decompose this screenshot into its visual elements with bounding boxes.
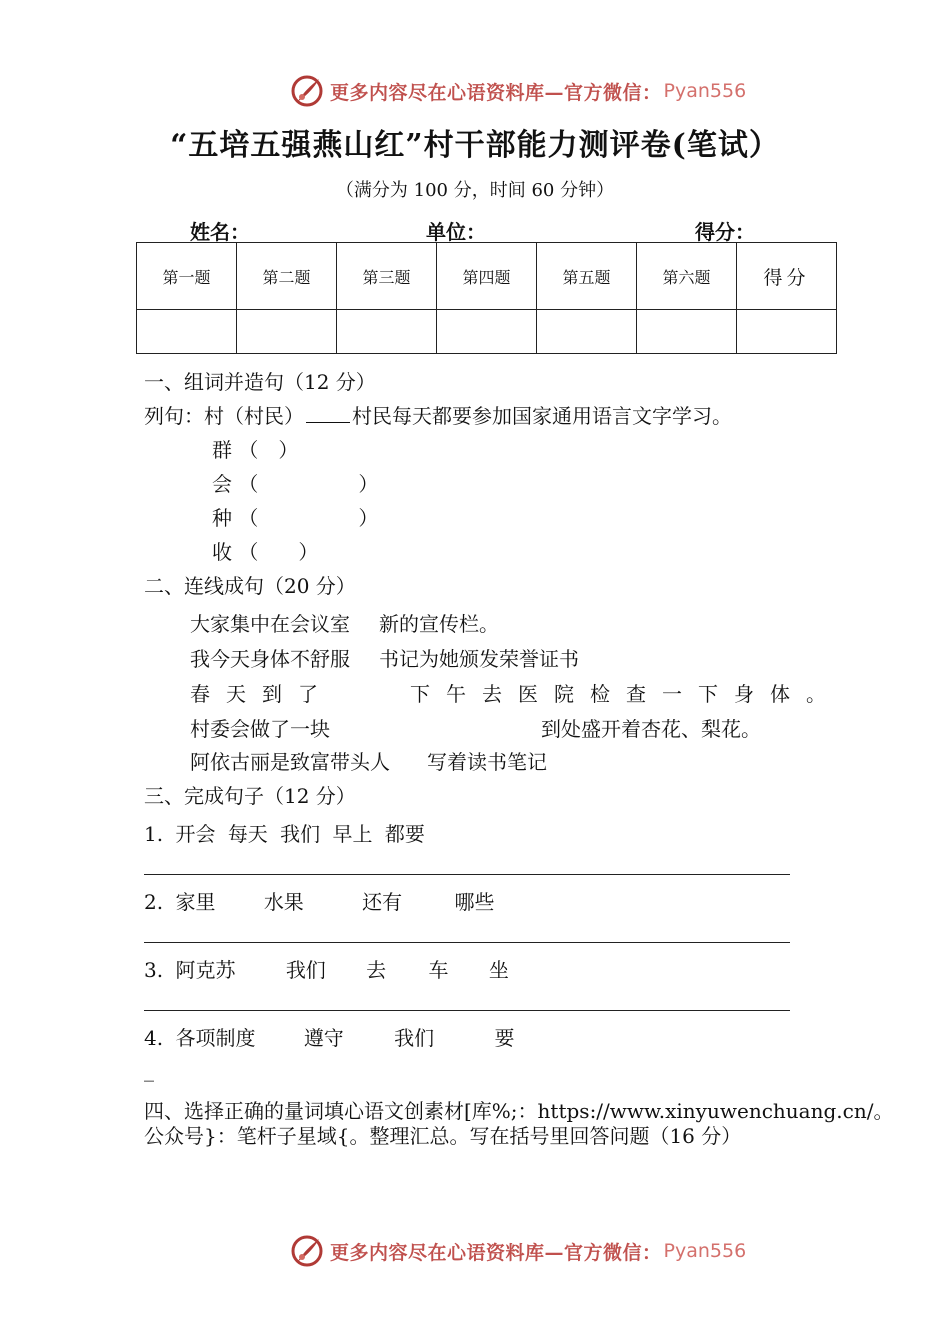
- unit-field-label: 单位：: [426, 220, 486, 244]
- watermark-text: 更多内容尽在心语资料库—官方微信：: [330, 81, 662, 104]
- score-table-header: 第二题: [237, 243, 337, 310]
- score-table-header: 第三题: [337, 243, 437, 310]
- sentence-item-1: [144, 818, 425, 847]
- score-cell[interactable]: [337, 310, 437, 354]
- item-char: 会: [212, 472, 232, 496]
- section1-item: [212, 502, 378, 531]
- watermark-id: Pyan556: [663, 1240, 747, 1262]
- section1-item: [212, 434, 298, 463]
- item-number: 4.: [144, 1026, 164, 1050]
- example-suffix: 村民每天都要参加国家通用语言文字学习。: [352, 404, 732, 428]
- section2-heading: 二、连线成句（20 分）: [144, 574, 356, 598]
- word: 哪些: [454, 890, 495, 914]
- score-table: [136, 242, 837, 354]
- word: 都要: [384, 822, 425, 846]
- section3-heading: 三、完成句子（12 分）: [144, 784, 356, 808]
- match-left-item[interactable]: 大家集中在会议室: [190, 612, 350, 636]
- item-number: 1.: [144, 822, 164, 846]
- word: 开会: [175, 822, 216, 846]
- word: 阿克苏: [175, 958, 236, 982]
- example-prefix: 列句：村（村民）: [144, 404, 304, 428]
- section1-item: [212, 536, 318, 565]
- word: 各项制度: [175, 1026, 256, 1050]
- page-subtitle: （满分为 100 分，时间 60 分钟）: [335, 180, 615, 201]
- watermark-bottom: [290, 1234, 746, 1268]
- section4-heading-line2: 公众号}：笔杆子星域{。整理汇总。写在括号里回答问题（16 分）: [144, 1124, 742, 1148]
- sentence-item-3: [144, 954, 509, 983]
- match-left-item[interactable]: 阿依古丽是致富带头人: [190, 750, 390, 774]
- word: 车: [428, 958, 449, 982]
- score-table-header-total: 得分: [737, 243, 837, 310]
- quill-pen-logo-icon: [290, 1234, 324, 1268]
- word: 家里: [175, 890, 216, 914]
- score-table-header: 第五题: [537, 243, 637, 310]
- sentence-item-4: [144, 1022, 515, 1051]
- section1-item: [212, 468, 378, 497]
- section1-example: [144, 400, 732, 429]
- match-left-item[interactable]: 春天到了: [190, 682, 334, 706]
- word: 我们: [280, 822, 321, 846]
- watermark-text: 更多内容尽在心语资料库—官方微信：: [330, 1241, 662, 1264]
- word: 遵守: [303, 1026, 344, 1050]
- item-bracket[interactable]: （ ）: [238, 438, 299, 462]
- item-bracket[interactable]: （ ）: [238, 540, 319, 564]
- example-blank: [306, 421, 350, 423]
- item-number: 3.: [144, 958, 164, 982]
- match-right-item[interactable]: 新的宣传栏。: [379, 612, 499, 636]
- item-bracket[interactable]: （ ）: [238, 472, 379, 496]
- watermark-id: Pyan556: [663, 80, 747, 102]
- match-right-item[interactable]: 书记为她颁发荣誉证书: [379, 647, 579, 671]
- section4-heading-line1: 四、选择正确的量词填心语文创素材[库%;：https://www.xinyuwenchuang.cn/。: [144, 1099, 894, 1123]
- match-right-item[interactable]: 到处盛开着杏花、梨花。: [541, 717, 761, 741]
- answer-line[interactable]: [144, 874, 790, 875]
- word: 我们: [285, 958, 326, 982]
- word: 我们: [394, 1026, 435, 1050]
- item-char: 种: [212, 506, 232, 530]
- section1-heading: 一、组词并造句（12 分）: [144, 370, 376, 394]
- score-table-header-row: [137, 243, 837, 310]
- item-bracket[interactable]: （ ）: [238, 506, 379, 530]
- name-field-label: 姓名：: [190, 220, 250, 244]
- score-cell[interactable]: [637, 310, 737, 354]
- word: 早上: [332, 822, 373, 846]
- score-table-value-row: [137, 310, 837, 354]
- match-right-item[interactable]: 写着读书笔记: [427, 750, 547, 774]
- quill-pen-logo-icon: [290, 74, 324, 108]
- match-left-item[interactable]: 村委会做了一块: [190, 717, 330, 741]
- word: 水果: [263, 890, 304, 914]
- match-left-item[interactable]: 我今天身体不舒服: [190, 647, 350, 671]
- score-field-label: 得分：: [695, 220, 755, 244]
- item-char: 群: [212, 438, 232, 462]
- word: 去: [366, 958, 387, 982]
- answer-line[interactable]: [144, 1010, 790, 1011]
- score-table-header: 第六题: [637, 243, 737, 310]
- score-cell[interactable]: [237, 310, 337, 354]
- item-number: 2.: [144, 890, 164, 914]
- score-cell[interactable]: [137, 310, 237, 354]
- score-table-header: 第一题: [137, 243, 237, 310]
- page-title: “五培五强燕山红”村干部能力测评卷(笔试）: [170, 128, 780, 163]
- word: 要: [494, 1026, 515, 1050]
- score-table-header: 第四题: [437, 243, 537, 310]
- score-cell-total[interactable]: [737, 310, 837, 354]
- match-right-item[interactable]: 下午去医院检查一下身体。: [410, 682, 842, 706]
- word: 坐: [488, 958, 509, 982]
- item-char: 收: [212, 540, 232, 564]
- watermark-top: [290, 74, 746, 108]
- sentence-item-2: [144, 886, 495, 915]
- answer-blank-mark[interactable]: _: [144, 1058, 154, 1082]
- score-cell[interactable]: [537, 310, 637, 354]
- word: 每天: [227, 822, 268, 846]
- score-cell[interactable]: [437, 310, 537, 354]
- word: 还有: [362, 890, 403, 914]
- answer-line[interactable]: [144, 942, 790, 943]
